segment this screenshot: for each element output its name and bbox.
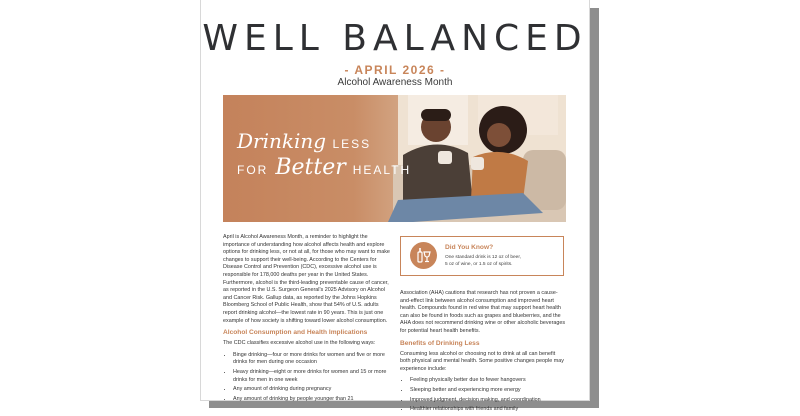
hero-headline-line2 (237, 155, 411, 180)
newsletter-page (201, 0, 589, 413)
hero-headline-line1 (237, 129, 371, 153)
right-column (400, 290, 567, 416)
consumption-list (223, 352, 393, 404)
list-item: • Binge drinking—four or more drinks for women and five or more drinks for men during one occasion (233, 352, 393, 367)
benefits-heading: Benefits of Drinking Less (400, 339, 480, 347)
hero-banner (223, 95, 566, 222)
issue-date: - APRIL 2026 - (344, 63, 446, 77)
hero-word-less: LESS (332, 137, 372, 151)
list-item: • Any amount of drinking during pregnancy (233, 386, 393, 394)
hero-script-better: Better (275, 155, 346, 180)
hero-word-health: HEALTH (352, 163, 412, 177)
wine-bottle-icon (410, 242, 437, 269)
hero-script-drinking: Drinking (237, 129, 327, 153)
aha-paragraph: Association (AHA) cautions that research has not proven a cause-and-effect link between alcohol consumption and improved heart health. Compounds found in red wine that may support heart health can also be found in foods such as grapes and blueberries, and the AHA does not recommend drinking wine or other alcoholic beverages for potential heart health benefits. (400, 290, 566, 334)
left-column (223, 234, 393, 405)
callout-line1: One standard drink is 12 oz of beer, (445, 255, 521, 260)
list-item: • Sleeping better and experiencing more energy (410, 387, 567, 395)
benefits-list (400, 377, 567, 413)
list-item: • Any amount of drinking by people younger than 21 (233, 396, 393, 404)
hero-word-for: FOR (237, 163, 269, 177)
list-item: • Healthier relationships with friends and family (410, 406, 567, 414)
did-you-know-box (400, 236, 564, 276)
list-item: • Improved judgment, decision making, and coordination (410, 397, 567, 405)
newsletter-title: WELL BALANCED (202, 18, 588, 59)
benefits-lead: Consuming less alcohol or choosing not to drink at all can benefit both physical and mental health. Some positive changes people may experience include: (400, 350, 564, 372)
list-item: • Heavy drinking—eight or more drinks for women and 15 or more drinks for men in one week (233, 369, 393, 384)
list-item: • Feeling physically better due to fewer hangovers (410, 377, 567, 385)
issue-subtitle: Alcohol Awareness Month (337, 77, 453, 88)
consumption-heading: Alcohol Consumption and Health Implications (223, 329, 368, 337)
intro-paragraph: April is Alcohol Awareness Month, a reminder to highlight the importance of understanding how alcohol affects health and explore options for drinking less, or not at all, for those who may want to make changes to support their well-being. According to the Centers for Disease Control and Prevention (CDC), excessive alcohol use is responsible for 178,000 deaths per year in the United States. Furthermore, alcohol is the third-leading preventable cause of cancer, as reported in the U.S. Surgeon General's 2025 Advisory on Alcohol and Cancer Risk. Gallup data, as reported by the Johns Hopkins Bloomberg School of Public Health, show that 54% of U.S. adults report drinking alcohol—the lowest rate in 90 years. This is just one example of how society is shifting toward lower alcohol consumption. (223, 234, 390, 324)
callout-line2: 5 oz of wine, or 1.5 oz of spirits. (445, 262, 513, 267)
consumption-lead: The CDC classifies excessive alcohol use in the following ways: (223, 340, 376, 347)
callout-title: Did You Know? (445, 244, 494, 251)
